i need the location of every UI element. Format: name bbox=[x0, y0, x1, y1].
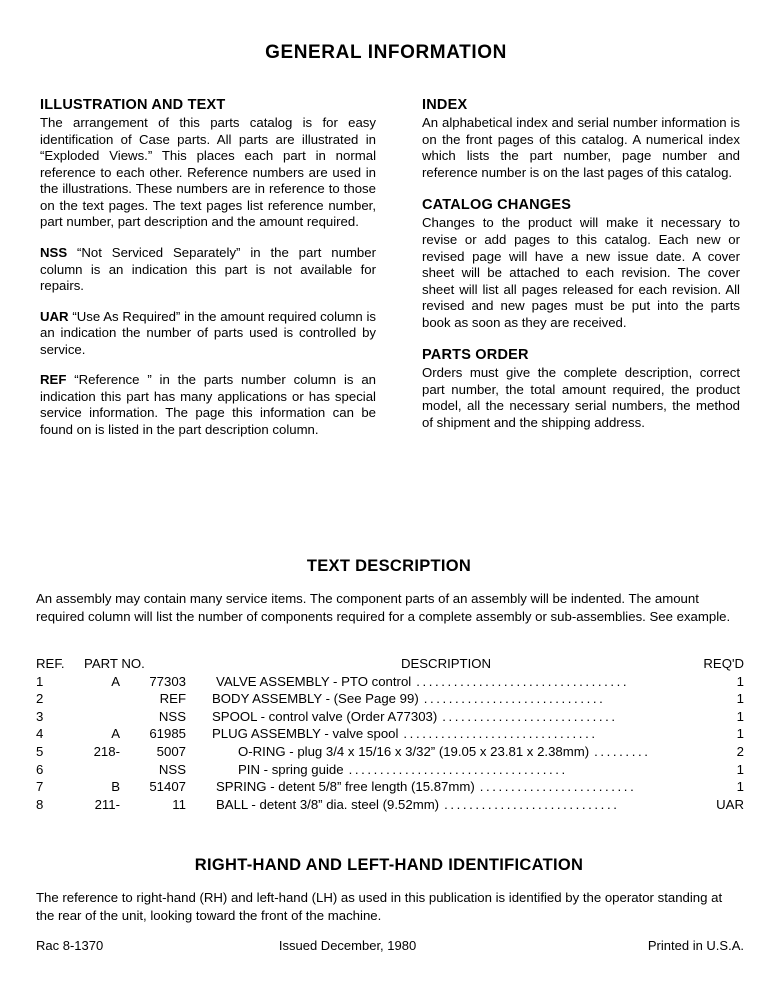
cell-ref: 3 bbox=[36, 708, 44, 724]
cell-ref: 6 bbox=[36, 761, 44, 777]
column-header-reqd: REQ'D bbox=[703, 656, 744, 671]
cell-ref: 5 bbox=[36, 743, 44, 759]
cell-reqd: 1 bbox=[736, 691, 744, 707]
table-row bbox=[36, 761, 744, 779]
paragraph-illustration-and-text: The arrangement of this parts catalog is for easy identification of Case parts. All parts are illustrated in “Exploded Views.” This places each part in normal reference to each other. Reference numbers are used in the illustrations. These numbers are in reference to those on the text pages. The text pages list reference number, part number, part description and the amount required. bbox=[40, 115, 376, 230]
paragraph-nss bbox=[40, 245, 376, 295]
cell-part-number: 51407 bbox=[149, 779, 186, 795]
cell-part-number: 77303 bbox=[149, 673, 186, 689]
cell-part-prefix: 218- bbox=[93, 743, 120, 759]
section-heading-illustration-and-text: ILLUSTRATION AND TEXT bbox=[40, 97, 226, 113]
cell-reqd: 1 bbox=[736, 761, 744, 777]
footer-printed-in: Printed in U.S.A. bbox=[647, 938, 744, 953]
table-row bbox=[36, 708, 744, 726]
description-text: BODY ASSEMBLY - (See Page 99) bbox=[212, 691, 419, 707]
cell-part-number: NSS bbox=[158, 761, 186, 777]
term-ref: REF bbox=[40, 372, 67, 388]
leader-dots: ............................. bbox=[423, 691, 606, 707]
leader-dots: ............................ bbox=[444, 796, 620, 812]
cell-description bbox=[186, 673, 700, 691]
cell-ref: 8 bbox=[36, 796, 44, 812]
table-row bbox=[36, 743, 744, 761]
column-header-part-no: PART NO. bbox=[84, 656, 145, 671]
parts-table-header-row bbox=[36, 655, 744, 673]
description-text: PLUG ASSEMBLY - valve spool bbox=[212, 726, 399, 742]
leader-dots: ................................... bbox=[348, 761, 568, 777]
paragraph-uar-text: “Use As Required” in the amount required column is an indication the number of parts used is controlled by service. bbox=[40, 308, 376, 357]
paragraph-parts-order: Orders must give the complete description, correct part number, the total amount required, the product model, all the necessary serial numbers, the method of shipment and the shipping address. bbox=[422, 365, 740, 431]
two-column-block bbox=[40, 96, 740, 447]
column-left bbox=[40, 96, 376, 447]
cell-description bbox=[186, 778, 700, 796]
cell-part-number: 11 bbox=[172, 796, 186, 812]
paragraph-ref-text: “Reference ” in the parts number column is an indication this part has many applications or has special service information. The page this information can be found on is listed in the part description column. bbox=[40, 372, 376, 437]
column-right bbox=[422, 96, 740, 447]
column-header-ref: REF. bbox=[36, 656, 65, 671]
cell-ref: 7 bbox=[36, 779, 44, 795]
cell-reqd: 1 bbox=[736, 708, 744, 724]
paragraph-catalog-changes: Changes to the product will make it necessary to revise or add pages to this catalog. Each new or revised page will have a new issue date. A cover sheet will be attached to each revision. The cover sheet will list all pages released for each revision. All revised and new pages must be put into the parts book as soon as they are received. bbox=[422, 215, 740, 330]
footer-rac-number: Rac 8-1370 bbox=[36, 938, 104, 953]
table-row bbox=[36, 725, 744, 743]
description-text: SPOOL - control valve (Order A77303) bbox=[212, 708, 438, 724]
description-text: O-RING - plug 3/4 x 15/16 x 3/32” (19.05 x 23.81 x 2.38mm) bbox=[238, 743, 590, 759]
cell-part-prefix: 211- bbox=[94, 796, 120, 812]
cell-description bbox=[186, 796, 700, 814]
paragraph-text-description: An assembly may contain many service items. The component parts of an assembly will be indented. The amount required column will list the number of components required for a complete assembly or sub-assemblies. See example. bbox=[36, 591, 731, 624]
cell-reqd: 1 bbox=[736, 726, 744, 742]
term-uar: UAR bbox=[40, 308, 69, 324]
table-row bbox=[36, 673, 744, 691]
cell-part-prefix: B bbox=[111, 779, 120, 795]
leader-dots: .................................. bbox=[416, 673, 630, 689]
cell-ref: 4 bbox=[36, 726, 44, 742]
section-heading-catalog-changes: CATALOG CHANGES bbox=[422, 197, 572, 214]
table-row bbox=[36, 796, 744, 814]
cell-ref: 2 bbox=[36, 691, 44, 707]
paragraph-nss-text: “Not Serviced Separately” in the part number column is an indication this part is not available for repairs. bbox=[40, 244, 376, 294]
leader-dots: ............................ bbox=[442, 708, 618, 724]
cell-description bbox=[186, 708, 700, 726]
description-text: SPRING - detent 5/8” free length (15.87mm) bbox=[216, 779, 475, 795]
paragraph-index: An alphabetical index and serial number information is on the front pages of this catalog. A numerical index which lists the part number, page number and reference number is on the last pages of this catalog. bbox=[422, 115, 740, 180]
cell-ref: 1 bbox=[36, 673, 44, 689]
leader-dots: ......................... bbox=[479, 779, 637, 795]
column-header-description: DESCRIPTION bbox=[400, 656, 492, 671]
leader-dots: ......... bbox=[594, 743, 651, 759]
section-heading-right-left-hand: RIGHT-HAND AND LEFT-HAND IDENTIFICATION bbox=[194, 856, 584, 874]
right-left-hand-section bbox=[36, 856, 742, 925]
page-title: GENERAL INFORMATION bbox=[265, 42, 507, 63]
paragraph-ref bbox=[40, 372, 376, 438]
cell-description bbox=[186, 725, 700, 743]
term-nss: NSS bbox=[40, 244, 68, 260]
cell-reqd: 2 bbox=[736, 743, 744, 759]
cell-reqd: 1 bbox=[736, 673, 744, 689]
cell-description bbox=[186, 690, 700, 708]
section-heading-parts-order: PARTS ORDER bbox=[422, 347, 529, 364]
cell-description bbox=[186, 761, 700, 779]
leader-dots: ............................... bbox=[403, 726, 598, 742]
paragraph-uar bbox=[40, 309, 376, 359]
cell-part-number: 61985 bbox=[149, 726, 186, 742]
cell-reqd: 1 bbox=[736, 779, 744, 795]
paragraph-right-left-hand: The reference to right-hand (RH) and left-hand (LH) as used in this publication is identified by the operator standing at the rear of the unit, looking toward the front of the machine. bbox=[36, 890, 723, 923]
description-text: VALVE ASSEMBLY - PTO control bbox=[216, 673, 412, 689]
cell-part-number: 5007 bbox=[156, 743, 186, 759]
cell-description bbox=[186, 743, 700, 761]
section-heading-index: INDEX bbox=[422, 97, 468, 113]
cell-part-number: NSS bbox=[158, 708, 186, 724]
cell-part-prefix: A bbox=[111, 673, 120, 689]
cell-part-number: REF bbox=[159, 691, 186, 707]
page-footer bbox=[36, 938, 744, 953]
cell-reqd: UAR bbox=[716, 796, 744, 812]
text-description-section bbox=[36, 557, 742, 625]
table-row bbox=[36, 778, 744, 796]
parts-table bbox=[36, 655, 744, 813]
description-text: PIN - spring guide bbox=[238, 761, 344, 777]
cell-part-prefix: A bbox=[111, 726, 120, 742]
description-text: BALL - detent 3/8” dia. steel (9.52mm) bbox=[216, 796, 440, 812]
table-row bbox=[36, 690, 744, 708]
section-heading-text-description: TEXT DESCRIPTION bbox=[306, 557, 472, 575]
parts-table-body bbox=[36, 673, 744, 814]
footer-issued-date: Issued December, 1980 bbox=[278, 938, 417, 953]
